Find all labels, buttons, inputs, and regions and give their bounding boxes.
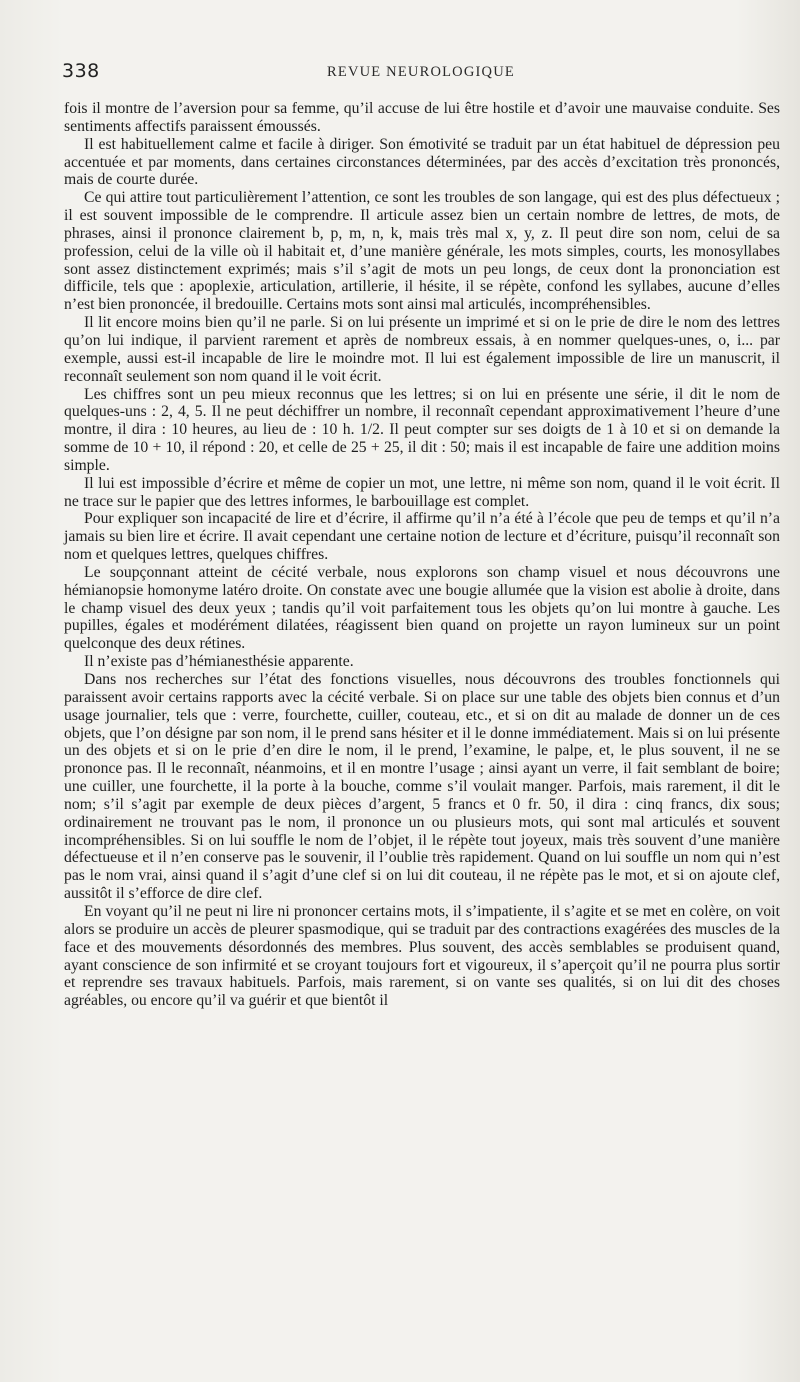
paragraph: En voyant qu’il ne peut ni lire ni prononcer certains mots, il s’impatiente, il s’agite et se met en colère, on voit alors se produire un accès de pleurer spasmodique, qui se traduit par des contractions exagérées des muscles de la face et des mouvements désordonnés des membres. Plus souvent, des accès semblables se produisent quand, ayant conscience de son infirmité et se croyant toujours fort et vigoureux, il s’aperçoit qu’il ne pourra plus sortir et reprendre ses travaux habituels. Parfois, mais rarement, si on vante ses qualités, si on lui dit des choses agréables, ou encore qu’il va guérir et que bientôt il xyxy=(64,902,780,1010)
page-number: 338 xyxy=(62,60,100,82)
running-head: REVUE NEUROLOGIQUE xyxy=(327,64,515,80)
paragraph: Ce qui attire tout particulièrement l’attention, ce sont les troubles de son langage, qui est des plus défectueux ; il est souvent impossible de le comprendre. Il articule assez bien un certain nombre de lettres, de mots, de phrases, ainsi il prononce clairement b, p, m, n, k, mais très mal x, y, z. Il peut dire son nom, celui de sa profession, celui de la ville où il habitait et, d’une manière générale, les mots simples, courts, les monosyllabes sont assez distinctement exprimés; mais s’il s’agit de mots un peu longs, de ceux dont la prononciation est difficile, tels que : apoplexie, articulation, artillerie, il hésite, il se répète, confond les syllabes, aucune d’elles n’est bien prononcée, il bredouille. Certains mots sont ainsi mal articulés, incompréhensibles. xyxy=(64,189,780,314)
paragraph: Il lit encore moins bien qu’il ne parle. Si on lui présente un imprimé et si on le prie de dire le nom des lettres qu’on lui indique, il parvient rarement et après de nombreux essais, à en nommer quelques-unes, o, i... par exemple, aussi est-il incapable de lire le moindre mot. Il lui est également impossible de lire un manuscrit, il reconnaît seulement son nom quand il le voit écrit. xyxy=(64,314,780,385)
paragraph: Les chiffres sont un peu mieux reconnus que les lettres; si on lui en présente une série, il dit le nom de quelques-uns : 2, 4, 5. Il ne peut déchiffrer un nombre, il reconnaît cependant approximativement l’heure d’une montre, il dira : 10 heures, au lieu de : 10 h. 1/2. Il peut compter sur ses doigts de 1 à 10 et si on demande la somme de 10 + 10, il répond : 20, et celle de 25 + 25, il dit : 50; mais il est incapable de faire une addition moins simple. xyxy=(64,385,780,474)
paragraph: fois il montre de l’aversion pour sa femme, qu’il accuse de lui être hostile et d’avoir une mauvaise conduite. Ses sentiments affectifs paraissent émoussés. xyxy=(64,100,780,135)
paragraph: Il est habituellement calme et facile à diriger. Son émotivité se traduit par un état habituel de dépression peu accentuée et par moments, dans certaines circonstances déterminées, par des accès d’excitation très prononcés, mais de courte durée. xyxy=(64,135,780,189)
paragraph: Le soupçonnant atteint de cécité verbale, nous explorons son champ visuel et nous découvrons une hémianopsie homonyme latéro droite. On constate avec une bougie allumée que la vision est abolie à droite, dans le champ visuel des deux yeux ; tandis qu’il voit parfaitement tous les objets qu’on lui montre à gauche. Les pupilles, égales et modérément dilatées, réagissent bien quand on projette un rayon lumineux sur un point quelconque des deux rétines. xyxy=(64,563,780,653)
body-text xyxy=(64,100,780,1010)
paragraph: Il lui est impossible d’écrire et même de copier un mot, une lettre, ni même son nom, quand il le voit écrit. Il ne trace sur le papier que des lettres informes, le barbouillage est complet. xyxy=(64,474,780,510)
page-header xyxy=(62,60,780,82)
paragraph: Pour expliquer son incapacité de lire et d’écrire, il affirme qu’il n’a été à l’école que peu de temps et qu’il n’a jamais su bien lire et écrire. Il avait cependant une certaine notion de lecture et d’écriture, puisqu’il reconnaît son nom et quelques lettres, quelques chiffres. xyxy=(64,510,780,564)
paragraph: Dans nos recherches sur l’état des fonctions visuelles, nous découvrons des troubles fonctionnels qui paraissent avoir certains rapports avec la cécité verbale. Si on place sur une table des objets bien connus et d’un usage journalier, tels que : verre, fourchette, cuiller, couteau, etc., et si on dit au malade de donner un de ces objets, que l’on désigne par son nom, il le prend sans hésiter et il le donne immédiatement. Mais si on lui présente un des objets et si on le prie d’en dire le nom, il le prend, l’examine, le palpe, et, le plus souvent, il ne se prononce pas. Il le reconnaît, néanmoins, et il en montre l’usage ; ainsi ayant un verre, il fait semblant de boire; une cuiller, une fourchette, il la porte à la bouche, comme s’il voulait manger. Parfois, mais rarement, il dit le nom; s’il s’agit par exemple de deux pièces d’argent, 5 francs et 0 fr. 50, il dira : cinq francs, dix sous; ordinairement ne trouvant pas le nom, il prononce un ou plusieurs mots, qui sont mal articulés et souvent incompréhensibles. Si on lui souffle le nom de l’objet, il le répète tout joyeux, mais très souvent d’une manière défectueuse et il n’en conserve pas le souvenir, il l’oublie très rapidement. Quand on lui souffle un nom qui n’est pas le nom vrai, ainsi quand il s’agit d’une clef si on lui dit couteau, il ne répète pas le mot, et si on ajoute clef, aussitôt il s’efforce de dire clef. xyxy=(64,671,780,903)
paragraph: Il n’existe pas d’hémianesthésie apparente. xyxy=(84,653,354,671)
